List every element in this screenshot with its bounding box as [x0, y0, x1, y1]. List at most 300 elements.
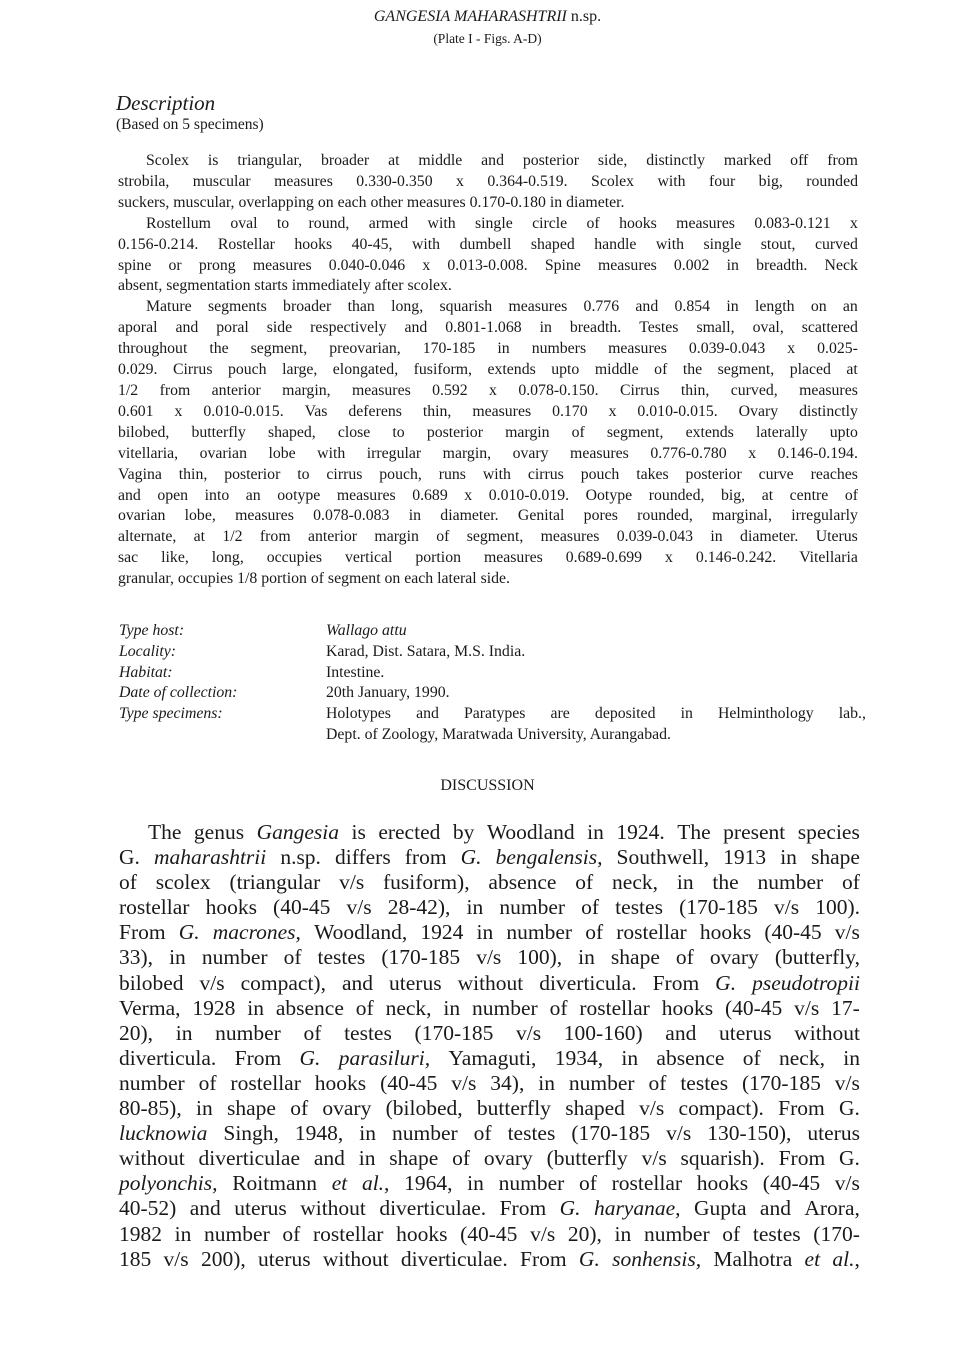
word: on [810, 298, 827, 316]
word: measures [336, 486, 396, 504]
word: posterior [426, 423, 483, 441]
word: v/s [451, 1070, 477, 1095]
word: extends [685, 423, 734, 441]
word: rostellar [616, 920, 687, 945]
word: and [665, 1020, 697, 1045]
word: scattered [801, 319, 858, 337]
type-info-label: Type host: [119, 622, 185, 639]
word: in [359, 1121, 376, 1146]
word: in [175, 1020, 193, 1045]
word: x [665, 549, 673, 567]
word: with [657, 172, 686, 190]
word: (40-45 [724, 995, 783, 1020]
word: and [313, 1146, 345, 1171]
word: Holotypes [326, 705, 391, 723]
word: of [452, 1146, 470, 1171]
word: thin, [422, 402, 452, 420]
word: diverticula. [539, 970, 637, 995]
word: in [195, 1096, 213, 1121]
word: side [266, 319, 293, 337]
word: from [404, 845, 447, 870]
word: 0.039-0.043 [688, 340, 766, 358]
word: diverticulae. [379, 1196, 487, 1221]
word: 0.776 [583, 298, 620, 316]
word: x [456, 172, 464, 190]
word: without [119, 1146, 185, 1171]
word: in [497, 340, 510, 358]
word: shaped [530, 235, 575, 253]
word: From [652, 970, 700, 995]
word: 0.146-0.194. [777, 444, 858, 462]
word: Gangesia [256, 820, 339, 844]
word: (170-185 [381, 945, 461, 970]
word: distinctly [799, 402, 858, 420]
word: testes [317, 945, 366, 970]
word: from [159, 381, 191, 399]
word: 0.025- [817, 340, 858, 358]
word: 1913 [723, 845, 767, 870]
word: v/s [834, 1070, 860, 1095]
word: into [204, 486, 230, 504]
word: by [452, 820, 475, 844]
description-body [118, 151, 858, 590]
word: Ovary [738, 402, 779, 420]
word: v/s [834, 1171, 860, 1196]
type-info-value [326, 621, 866, 642]
word: shape [226, 1096, 276, 1121]
word: , [854, 1246, 860, 1271]
word: 1964, [404, 1171, 453, 1196]
discussion-line [119, 1021, 860, 1046]
word: macrones, [212, 920, 301, 945]
word: 0.039-0.043 [616, 528, 694, 546]
word: muscular [192, 172, 251, 190]
description-line [118, 214, 858, 235]
word: lucknowia [119, 1121, 208, 1146]
word: bilobed, [118, 423, 170, 441]
word: polyonchis, [119, 1171, 218, 1196]
word: irregular [366, 444, 422, 462]
word: single [475, 214, 513, 232]
word: small, [696, 319, 735, 337]
word: spine [118, 256, 152, 274]
word: number [506, 920, 573, 945]
word: 0.010-0.019. [488, 486, 570, 504]
word: x [850, 214, 858, 232]
word: 0.078-0.150. [518, 381, 599, 399]
description-line [118, 235, 858, 256]
word: The [677, 820, 711, 844]
word: measures [540, 528, 600, 546]
word: Cirrus [619, 381, 660, 399]
word: rostellar [579, 995, 650, 1020]
word: (triangular [229, 870, 321, 895]
word: v/s [774, 895, 800, 920]
discussion-line [119, 1171, 860, 1196]
word: anterior [211, 381, 261, 399]
word: measures [483, 549, 543, 567]
word: v/s [339, 870, 365, 895]
word: 40-52) [119, 1196, 177, 1221]
word: et [804, 1246, 821, 1271]
word: (40-45 [460, 1221, 518, 1246]
word: number [215, 1020, 281, 1045]
word: irregularly [791, 507, 858, 525]
word: Vagina [118, 465, 162, 483]
word: measures [676, 214, 735, 232]
word: absence [656, 1045, 725, 1070]
word: of [578, 1171, 597, 1196]
word: G. [715, 970, 737, 995]
word: From [778, 1096, 825, 1121]
type-info-row [119, 683, 866, 704]
description-line [118, 486, 858, 507]
word: v/s [834, 920, 860, 945]
word: deposited [594, 705, 656, 723]
word: of [722, 1221, 741, 1246]
word: off [790, 152, 809, 169]
word: in [539, 319, 552, 337]
word: curve [758, 465, 794, 483]
word: at [388, 152, 400, 169]
word: v/s [346, 895, 372, 920]
discussion-line [119, 820, 860, 845]
word: hooks [314, 1070, 367, 1095]
word: single [703, 235, 742, 253]
word: uterus [234, 1196, 287, 1221]
word: curved, [730, 381, 778, 399]
word: 20), [567, 1221, 602, 1246]
word: vertical [345, 549, 393, 567]
word: From [234, 1045, 282, 1070]
word: Arora, [804, 1196, 860, 1221]
word: throughout [118, 340, 188, 358]
word: rounded, [637, 507, 693, 525]
description-line: absent, segmentation starts immediately after scolex. [118, 277, 452, 295]
word: aporal [118, 319, 158, 337]
word: number [568, 1070, 635, 1095]
word: Vitellaria [799, 549, 858, 567]
word: close [337, 423, 371, 441]
word: and [416, 705, 439, 723]
type-info-value [326, 642, 866, 663]
description-line [118, 151, 858, 172]
word: poral [216, 319, 249, 337]
word: open [157, 486, 189, 504]
word: 34), [490, 1070, 525, 1095]
word [362, 1171, 389, 1196]
word: measures [608, 340, 667, 358]
description-line: granular, occupies 1/8 portion of segment on each lateral side. [118, 570, 510, 588]
word: , [384, 1171, 390, 1196]
type-info-value-line [326, 704, 866, 725]
description-line [118, 548, 858, 569]
word: diverticula. [119, 1045, 217, 1070]
word: 1934, [554, 1045, 604, 1070]
word: shape [610, 945, 660, 970]
word: thin, [178, 465, 208, 483]
discussion-line [119, 1121, 860, 1146]
word: present [723, 820, 786, 844]
word: rostellar [119, 895, 190, 920]
word: maharashtrii [153, 845, 267, 870]
word: (40-45 [273, 895, 331, 920]
word: Neck [824, 256, 858, 274]
word: 0.010-0.015. [203, 402, 284, 420]
word: Roitmann [232, 1171, 318, 1196]
word: of [303, 1020, 322, 1045]
word: number [204, 1221, 270, 1246]
word: of [290, 1096, 309, 1121]
word: neck, [385, 995, 432, 1020]
word: like, [161, 549, 189, 567]
word: in [466, 895, 484, 920]
word: big, [720, 486, 746, 504]
word: 1924 [420, 920, 464, 945]
word: ovary [709, 945, 759, 970]
word: al. [361, 1171, 385, 1196]
word: long, [211, 549, 244, 567]
word: measures [570, 444, 629, 462]
description-line [118, 465, 858, 486]
word: hooks [396, 1221, 448, 1246]
plate-reference: (Plate I - Figs. A-D) [433, 31, 542, 46]
description-line [118, 256, 858, 277]
word: without [322, 1246, 389, 1271]
word: of [549, 995, 568, 1020]
word: measures [597, 256, 657, 274]
word: 1924. [616, 820, 665, 844]
word: in [443, 995, 461, 1020]
word: side, [597, 152, 628, 169]
word: the [712, 870, 739, 895]
word: (bilobed, [385, 1096, 463, 1121]
description-line [118, 381, 858, 402]
word: round, [308, 214, 350, 232]
word: lobe, [184, 507, 216, 525]
word: in [843, 1045, 860, 1070]
description-line: suckers, muscular, overlapping on each other measures 0.170-0.180 in diameter. [118, 193, 625, 211]
word: oval, [752, 319, 784, 337]
discussion-line [119, 1196, 860, 1221]
discussion-line [119, 945, 860, 970]
word: in [578, 945, 595, 970]
word: 100). [815, 895, 860, 920]
word: in [358, 1146, 376, 1171]
word: margin [374, 528, 419, 546]
word: and [481, 152, 504, 169]
word: (170-185 [679, 895, 758, 920]
word: diameter. [740, 528, 799, 546]
word: in [174, 1221, 192, 1246]
word: bengalensis, [495, 845, 603, 870]
word: measures [252, 256, 312, 274]
word: length [755, 298, 795, 316]
word: elongated, [332, 361, 399, 379]
word: centre [789, 486, 829, 504]
word: alternate, [118, 528, 177, 546]
word: number [498, 1171, 565, 1196]
word: Southwell, [616, 845, 710, 870]
word: in [710, 528, 723, 546]
word: without [300, 1196, 366, 1221]
word: of [842, 870, 860, 895]
word: 1/2 [118, 381, 139, 399]
word: measures [235, 507, 294, 525]
word: v/s [476, 945, 502, 970]
word: segment, [606, 423, 664, 441]
word: 0.330-0.350 [356, 172, 433, 190]
word: differs [334, 845, 391, 870]
word: Yamaguti, [448, 1045, 537, 1070]
word: shaped, [267, 423, 316, 441]
word: with [427, 214, 456, 232]
word: 0.364-0.519. [487, 172, 568, 190]
word: than [347, 298, 375, 316]
word: thin, [680, 381, 710, 399]
discussion-line [119, 1247, 860, 1272]
type-info-label: Type specimens: [119, 705, 223, 723]
word: squarish [439, 298, 493, 316]
word: broader [320, 152, 370, 169]
word: x [489, 381, 497, 399]
word: dumbell [459, 235, 512, 253]
word: 80-85), [119, 1096, 182, 1121]
word: 0.146-0.242. [695, 549, 777, 567]
word: in [780, 845, 797, 870]
word: of [198, 1070, 217, 1095]
word: Verma, [119, 995, 181, 1020]
word: 0.013-0.008. [447, 256, 528, 274]
word: 0.002 [673, 256, 710, 274]
word: measures [274, 172, 333, 190]
word: Vas [304, 402, 328, 420]
word: G. [839, 1096, 860, 1121]
type-info-value [326, 704, 866, 746]
word: absence [275, 995, 344, 1020]
word: (170-185 [571, 1121, 651, 1146]
word: v/s [666, 1121, 692, 1146]
type-info-label: Locality: [119, 642, 177, 660]
word: numbers [531, 340, 587, 358]
word: 0.776-0.780 [650, 444, 727, 462]
word: middle [418, 152, 463, 169]
word: Spine [544, 256, 581, 274]
word: testes [615, 895, 663, 920]
word: in [726, 256, 739, 274]
word: x [464, 486, 473, 504]
word: Paratypes [463, 705, 526, 723]
word: compact). [678, 1096, 764, 1121]
word: portion [415, 549, 461, 567]
word: shaped [565, 1096, 625, 1121]
word: of [436, 528, 450, 546]
word: et [331, 1171, 348, 1196]
word: 100), [517, 945, 563, 970]
word: and [118, 486, 141, 504]
type-info-value-line: 20th January, 1990. [326, 684, 450, 702]
word: respectively [310, 319, 387, 337]
word: testes [507, 1121, 556, 1146]
word: neck, [612, 870, 659, 895]
word: (butterfly [546, 1146, 628, 1171]
description-line [118, 423, 858, 444]
word: 40-45, [351, 235, 393, 253]
word: uterus [258, 1246, 311, 1271]
word: big, [758, 172, 783, 190]
word: (40-45 [380, 1070, 438, 1095]
description-line [118, 527, 858, 548]
word: number [391, 1121, 458, 1146]
word: extends [487, 361, 536, 379]
word: sac [118, 549, 139, 567]
word: 0.854 [674, 298, 711, 316]
word: butterfly [476, 1096, 551, 1121]
discussion-line [119, 1071, 860, 1096]
word: margin, [282, 381, 331, 399]
word: Gupta [693, 1196, 747, 1221]
word: rounded, [648, 486, 705, 504]
word: and [404, 319, 428, 337]
word: G. [299, 1045, 321, 1070]
word: v/s [794, 995, 820, 1020]
word: shape [389, 1146, 439, 1171]
word: haryanae, [593, 1196, 681, 1221]
word: erected [378, 820, 441, 844]
word: upto [829, 423, 858, 441]
discussion-line [119, 971, 860, 996]
word: of [585, 920, 604, 945]
word: number [201, 945, 268, 970]
word: of [575, 870, 594, 895]
word: handle [594, 235, 637, 253]
word: 20), [119, 1020, 154, 1045]
word: Helminthology [717, 705, 814, 723]
word: diverticulae [198, 1146, 301, 1171]
word: butterfly [191, 423, 246, 441]
word: shape [810, 845, 860, 870]
description-line [118, 444, 858, 465]
word: broader [283, 298, 332, 316]
word: measures [472, 402, 532, 420]
word: v/s [163, 1246, 189, 1271]
word: pouch [227, 361, 267, 379]
word: G. [119, 845, 140, 870]
word: in [467, 1171, 484, 1196]
word: of [119, 870, 137, 895]
word: 0.689-0.699 [565, 549, 643, 567]
word: is [207, 152, 219, 169]
word: at [846, 361, 858, 379]
word: n.sp. [280, 845, 321, 870]
word: 0.156-0.214. [118, 235, 199, 253]
word: in [476, 920, 494, 945]
word: From [778, 1146, 826, 1171]
word: number [472, 995, 538, 1020]
word: squarish). [680, 1146, 765, 1171]
word: v/s [641, 1146, 667, 1171]
word: marginal, [712, 507, 772, 525]
species-suffix: n.sp. [566, 8, 602, 25]
description-line [118, 506, 858, 527]
word: diverticulae. [400, 1246, 508, 1271]
word: Mature [146, 298, 192, 316]
word: at [761, 486, 774, 504]
word: rounded [806, 172, 858, 190]
word: The [148, 820, 182, 844]
word: are [550, 705, 570, 723]
description-line [118, 297, 858, 318]
